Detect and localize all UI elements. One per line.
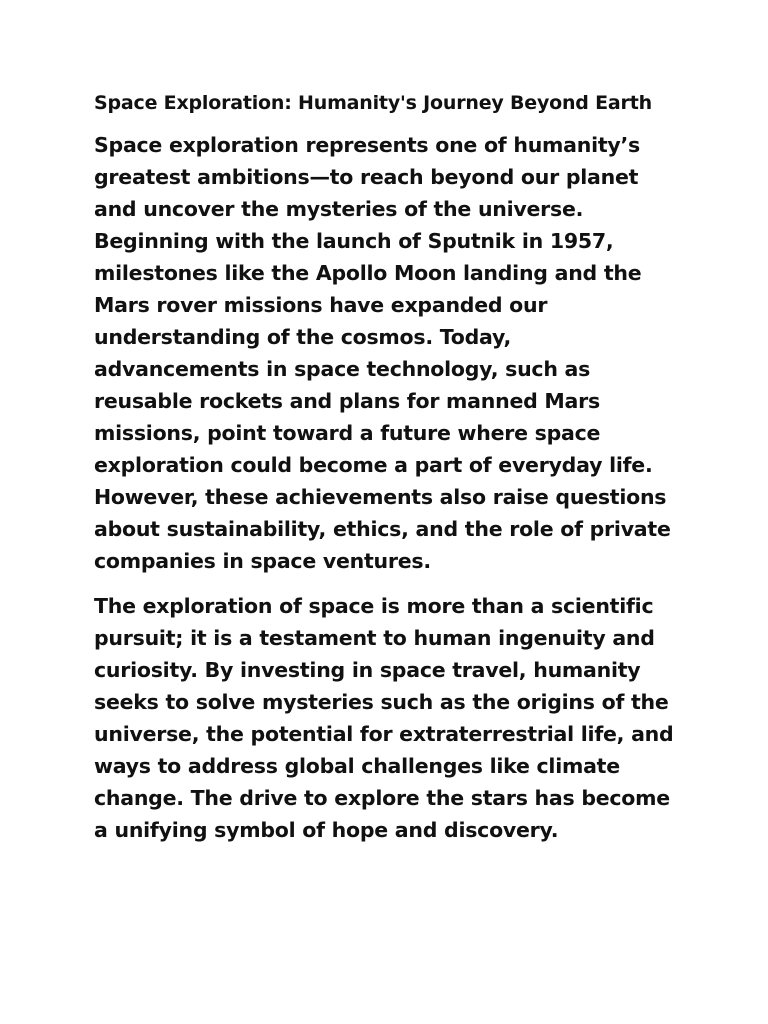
document-title: Space Exploration: Humanity's Journey Beyond Earth [94,92,652,114]
paragraph-1: Space exploration represents one of humanity’s greatest ambitions—to reach beyond our planet and uncover the mysteries of the universe. Beginning with the launch of Sputnik in 1957, milestones like the Apollo Moon landing and the Mars rover missions have expanded our understanding of the cosmos. Today, advancements in space technology, such as reusable rockets and plans for manned Mars missions, point toward a future where space exploration could become a part of everyday life. However, these achievements also raise questions about sustainability, ethics, and the role of private companies in space ventures. [94,133,671,573]
paragraph-2: The exploration of space is more than a scientific pursuit; it is a testament to human ingenuity and curiosity. By investing in space travel, humanity seeks to solve mysteries such as the origins of the universe, the potential for extraterrestrial life, and ways to address global challenges like climate change. The drive to explore the stars has become a unifying symbol of hope and discovery. [94,594,674,842]
